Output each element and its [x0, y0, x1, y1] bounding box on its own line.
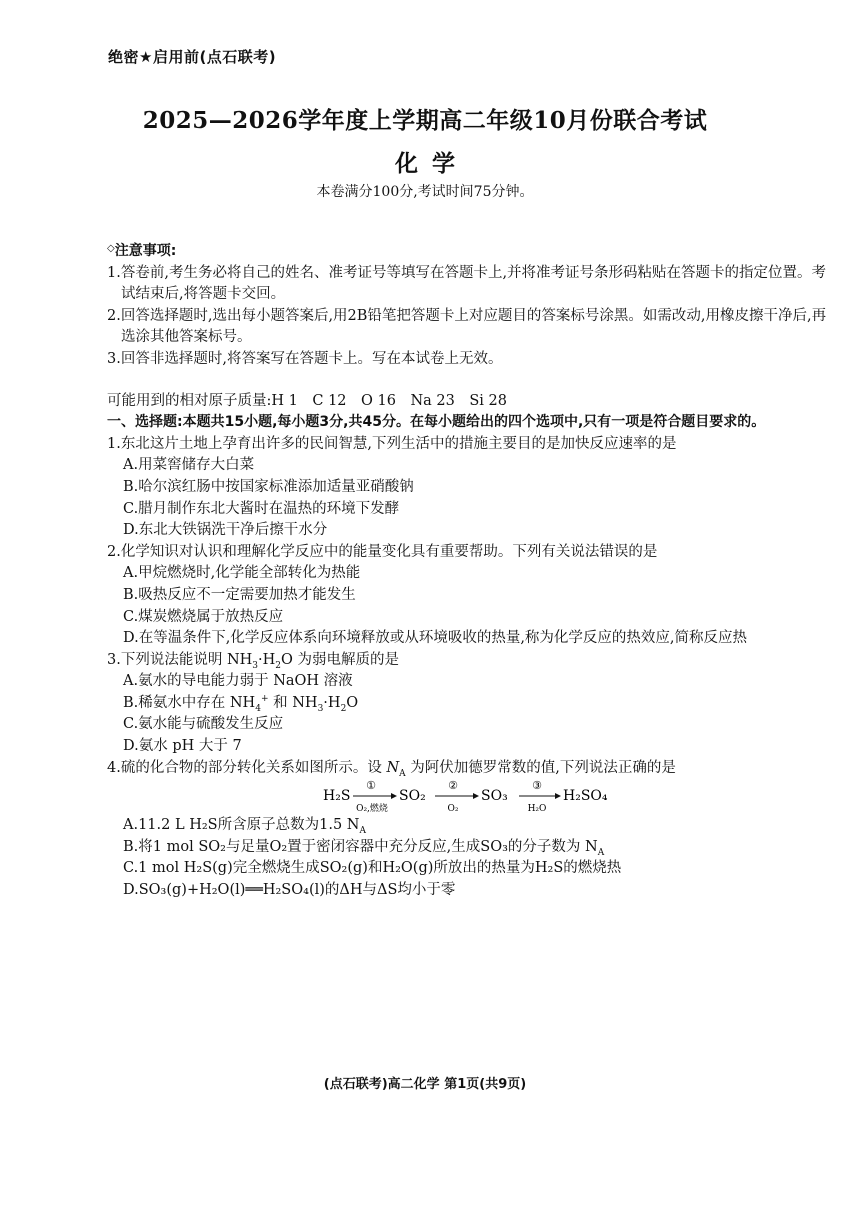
question-1-option-c: C.腊月制作东北大酱时在温热的环境下发酵 — [123, 500, 400, 517]
question-2-option-c: C.煤炭燃烧属于放热反应 — [123, 608, 284, 625]
step-2-number: ② — [448, 779, 458, 793]
step-1-number: ① — [366, 779, 376, 793]
question-3-option-c: C.氨水能与硫酸发生反应 — [123, 716, 284, 733]
confidential-label: 绝密★启用前(点石联考) — [108, 48, 277, 66]
sulfur-conversion-diagram — [323, 779, 827, 815]
question-1-option-a: A.用菜窖储存大白菜 — [123, 457, 255, 474]
question-3-option-d: D.氨水 pH 大于 7 — [123, 738, 242, 755]
page-footer: (点石联考)高二化学 第1页(共9页) — [323, 1077, 527, 1092]
compound-h2s: H₂S — [323, 788, 351, 805]
question-2-option-a: A.甲烷燃烧时,化学能全部转化为热能 — [123, 565, 361, 582]
question-3-stem: 3.下列说法能说明 $NH_3\cdot H_2O$ 为弱电解质的是 — [107, 651, 400, 671]
step-2-condition: O₂ — [447, 804, 459, 815]
question-2-stem: 2.化学知识对认识和理解化学反应中的能量变化具有重要帮助。下列有关说法错误的是 — [107, 543, 658, 560]
question-4-stem: 4.硫的化合物的部分转化关系如图所示。设 $N_A$ 为阿伏加德罗常数的值,下列说法正确的是 — [107, 759, 676, 779]
conversion-chain-svg — [323, 779, 663, 815]
question-1-option-d: D.东北大铁锅洗干净后擦干水分 — [123, 522, 328, 539]
notes-title: ◇注意事项: — [107, 243, 177, 259]
question-3-option-a: A.氨水的导电能力弱于 NaOH 溶液 — [123, 673, 353, 690]
section-title: 一、选择题:本题共15小题,每小题3分,共45分。在每小题给出的四个选项中,只有一项是符合题目要求的。 — [107, 414, 766, 431]
question-3-option-b: B.稀氨水中存在 $NH_4^+$ 和 $NH_3\cdot H_2O$ — [123, 694, 359, 714]
note-item: 1.答卷前,考生务必将自己的姓名、准考证号等填写在答题卡上,并将准考证号条形码粘贴在答题卡的指定位置。考试结束后,将答题卡交回。 — [107, 264, 827, 303]
notes-marker-icon: ◇ — [107, 243, 115, 254]
step-3-condition: H₂O — [527, 804, 547, 815]
compound-so3: SO₃ — [481, 788, 508, 805]
question-4-option-a: A.11.2 L H₂S所含原子总数为1.5 $N_A$ — [123, 817, 366, 837]
exam-title: 2025—2026学年度上学期高二年级10月份联合考试 — [142, 107, 708, 134]
note-item: 2.回答选择题时,选出每小题答案后,用2B铅笔把答题卡上对应题目的答案标号涂黑。如需改动,用橡皮擦干净后,再选涂其他答案标号。 — [107, 307, 827, 346]
question-4-option-c: C.1 mol H₂S(g)完全燃烧生成SO₂(g)和H₂O(g)所放出的热量为H₂S的燃烧热 — [123, 860, 622, 877]
step-1-condition: O₂,燃烧 — [356, 804, 388, 815]
question-1-option-b: B.哈尔滨红肠中按国家标准添加适量亚硝酸钠 — [123, 478, 414, 495]
note-item: 3.回答非选择题时,将答案写在答题卡上。写在本试卷上无效。 — [107, 350, 503, 367]
step-1-arrowhead — [391, 793, 397, 799]
atomic-masses: 可能用到的相对原子质量:H 1 C 12 O 16 Na 23 Si 28 — [107, 392, 507, 409]
step-3-arrowhead — [555, 793, 561, 799]
question-4-option-d: D.SO₃(g)+H₂O(l)══H₂SO₄(l)的ΔH与ΔS均小于零 — [123, 882, 456, 899]
subject-title: 化学 — [395, 150, 469, 177]
step-3-number: ③ — [532, 779, 542, 793]
compound-h2so4: H₂SO₄ — [563, 788, 608, 805]
question-4-option-b: B.将1 mol SO₂与足量O₂置于密闭容器中充分反应,生成SO₃的分子数为 $N_A$ — [123, 838, 605, 858]
exam-info: 本卷满分100分,考试时间75分钟。 — [316, 184, 534, 200]
compound-so2: SO₂ — [399, 788, 426, 805]
question-2-option-d: D.在等温条件下,化学反应体系向环境释放或从环境吸收的热量,称为化学反应的热效应,简称反应热 — [123, 630, 748, 647]
question-1-stem: 1.东北这片土地上孕育出许多的民间智慧,下列生活中的措施主要目的是加快反应速率的是 — [107, 435, 677, 452]
question-2-option-b: B.吸热反应不一定需要加热才能发生 — [123, 586, 356, 603]
exam-content — [107, 238, 827, 902]
step-2-arrowhead — [473, 793, 479, 799]
